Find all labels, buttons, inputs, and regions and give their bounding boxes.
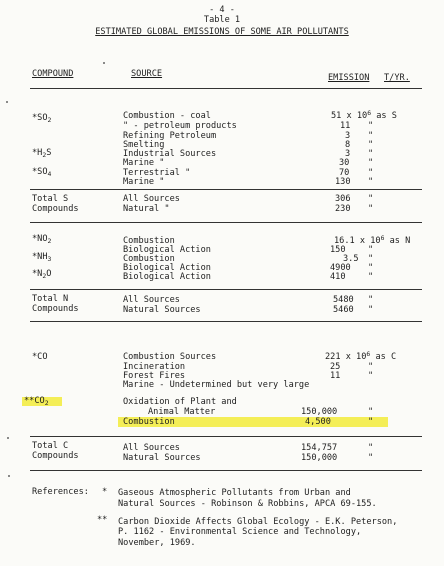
sulfur-source-3: Smelting	[123, 140, 165, 150]
reference-2-marker: **	[97, 515, 108, 525]
nitrogen-ditto-1: "	[368, 245, 374, 255]
nitrogen-emission-1: 150	[330, 245, 346, 255]
compound-h2s: $*H_2S$	[32, 148, 52, 159]
reference-1-line-2: Natural Sources - Robinson & Robbins, APCA 69-155.	[118, 499, 377, 509]
carbon-source-6: Combustion	[123, 417, 175, 427]
page-number: - 4 -	[209, 5, 235, 15]
sulfur-source-5: Marine "	[123, 158, 165, 168]
sulfur-source-4: Industrial Sources	[123, 149, 217, 159]
sulfur-total-source-1: All Sources	[123, 194, 180, 204]
sulfur-emission-7: 130	[335, 177, 351, 187]
sulfur-emission-6: 70	[339, 168, 350, 178]
nitrogen-total-label-2: Compounds	[32, 304, 79, 314]
carbon-total-rule	[30, 436, 422, 437]
carbon-source-5: Animal Matter	[148, 407, 216, 417]
nitrogen-total-value-1: 5480	[333, 295, 354, 305]
reference-1-line-1: Gaseous Atmospheric Pollutants from Urban and	[118, 488, 351, 498]
sulfur-source-0: Combustion - coal	[123, 111, 211, 121]
sulfur-ditto-1: "	[368, 121, 374, 131]
nitrogen-ditto-4: "	[368, 272, 374, 282]
nitrogen-total-label-1: Total N	[32, 294, 69, 304]
carbon-source-2: Forest Fires	[123, 371, 186, 381]
carbon-total-source-2: Natural Sources	[123, 453, 201, 463]
carbon-emission-1: 25	[330, 362, 341, 372]
carbon-emission-3: 150,000	[301, 407, 338, 417]
carbon-source-4: Oxidation of Plant and	[123, 397, 237, 407]
compound-co2: $**CO_2$	[24, 396, 49, 407]
nitrogen-total-source-1: All Sources	[123, 295, 180, 305]
compound-so4: $*SO_4$	[32, 167, 52, 178]
sulfur-emission-2: 3	[345, 131, 351, 141]
column-header-source: SOURCE	[131, 69, 163, 79]
scan-speck	[103, 62, 105, 64]
carbon-source-0: Combustion Sources	[123, 352, 217, 362]
reference-2-line-3: November, 1969.	[118, 538, 196, 548]
reference-2-line-1: Carbon Dioxide Affects Global Ecology - E.K. Peterson,	[118, 517, 398, 527]
sulfur-total-rule	[30, 189, 422, 190]
table-title: ESTIMATED GLOBAL EMISSIONS OF SOME AIR POLLUTANTS	[95, 27, 349, 37]
carbon-total-value-2: 150,000	[301, 453, 338, 463]
carbon-section-end-rule	[30, 470, 422, 471]
sulfur-section-end-rule	[30, 222, 422, 223]
sulfur-total-ditto-1: "	[368, 194, 374, 204]
scan-speck	[7, 437, 9, 439]
nitrogen-emission-3: 4900	[330, 263, 351, 273]
sulfur-total-label-1: Total S	[32, 194, 69, 204]
carbon-total-value-1: 154,757	[301, 443, 338, 453]
nitrogen-emission-2: 3.5	[343, 254, 359, 264]
nitrogen-section-end-rule	[30, 321, 422, 322]
reference-1-marker: *	[102, 487, 108, 497]
nitrogen-ditto-2: "	[368, 254, 374, 264]
scan-speck	[6, 101, 8, 103]
sulfur-emission-1: 11	[340, 121, 351, 131]
nitrogen-total-source-2: Natural Sources	[123, 305, 201, 315]
table-label: Table 1	[203, 15, 241, 25]
sulfur-total-ditto-2: "	[368, 204, 374, 214]
sulfur-ditto-5: "	[368, 158, 374, 168]
nitrogen-emission-4: 410	[330, 272, 346, 282]
column-header-unit: T/YR.	[384, 73, 410, 83]
sulfur-emission-3: 8	[345, 140, 351, 150]
carbon-ditto-4: "	[368, 417, 374, 427]
carbon-total-source-1: All Sources	[123, 443, 180, 453]
sulfur-ditto-3: "	[368, 140, 374, 150]
carbon-emission-0: 221 x $10^6$ as C	[325, 350, 397, 362]
sulfur-ditto-6: "	[368, 168, 374, 178]
compound-nh3: $*NH_3$	[32, 252, 52, 263]
nitrogen-source-2: Combustion	[123, 254, 175, 264]
nitrogen-ditto-3: "	[368, 263, 374, 273]
carbon-ditto-3: "	[368, 407, 374, 417]
compound-n2o: $*N_2O$	[32, 269, 52, 280]
carbon-total-label-2: Compounds	[32, 451, 79, 461]
compound-so2: $*SO_2$	[32, 113, 52, 124]
carbon-ditto-1: "	[368, 362, 374, 372]
carbon-ditto-2: "	[368, 371, 374, 381]
header-rule	[30, 88, 422, 89]
sulfur-ditto-2: "	[368, 131, 374, 141]
sulfur-ditto-7: "	[368, 177, 374, 187]
sulfur-emission-0: 51 x $10^6$ as S	[331, 109, 397, 121]
references-label: References:	[32, 487, 89, 497]
scan-speck	[8, 475, 10, 477]
nitrogen-total-value-2: 5460	[333, 305, 354, 315]
compound-no2: $*NO_2$	[32, 234, 52, 245]
sulfur-ditto-4: "	[368, 149, 374, 159]
sulfur-total-value-2: 230	[335, 204, 351, 214]
sulfur-source-7: Marine "	[123, 177, 165, 187]
nitrogen-total-rule	[30, 289, 422, 290]
carbon-total-label-1: Total C	[32, 441, 69, 451]
nitrogen-total-ditto-2: "	[368, 305, 374, 315]
carbon-source-3: Marine - Undetermined but very large	[123, 380, 310, 390]
sulfur-emission-5: 30	[339, 158, 350, 168]
nitrogen-source-4: Biological Action	[123, 272, 211, 282]
nitrogen-source-0: Combustion	[123, 236, 175, 246]
carbon-total-ditto-2: "	[368, 453, 374, 463]
nitrogen-total-ditto-1: "	[368, 295, 374, 305]
column-header-emission: EMISSION	[328, 73, 370, 83]
sulfur-total-label-2: Compounds	[32, 204, 79, 214]
sulfur-source-2: Refining Petroleum	[123, 131, 217, 141]
carbon-emission-2: 11	[330, 371, 341, 381]
nitrogen-source-3: Biological Action	[123, 263, 211, 273]
sulfur-total-value-1: 306	[335, 194, 351, 204]
reference-2-line-2: P. 1162 - Environmental Science and Technology,	[118, 527, 362, 537]
carbon-emission-4: 4,500	[305, 417, 331, 427]
sulfur-source-6: Terrestrial "	[123, 168, 191, 178]
nitrogen-emission-0: 16.1 x $10^6$ as N	[334, 234, 411, 246]
sulfur-emission-4: 3	[345, 149, 351, 159]
compound-co: *CO	[32, 352, 48, 362]
carbon-total-ditto-1: "	[368, 443, 374, 453]
sulfur-source-1: " - petroleum products	[123, 121, 237, 131]
sulfur-total-source-2: Natural "	[123, 204, 170, 214]
carbon-source-1: Incineration	[123, 362, 186, 372]
nitrogen-source-1: Biological Action	[123, 245, 211, 255]
column-header-compound: COMPOUND	[32, 69, 74, 79]
